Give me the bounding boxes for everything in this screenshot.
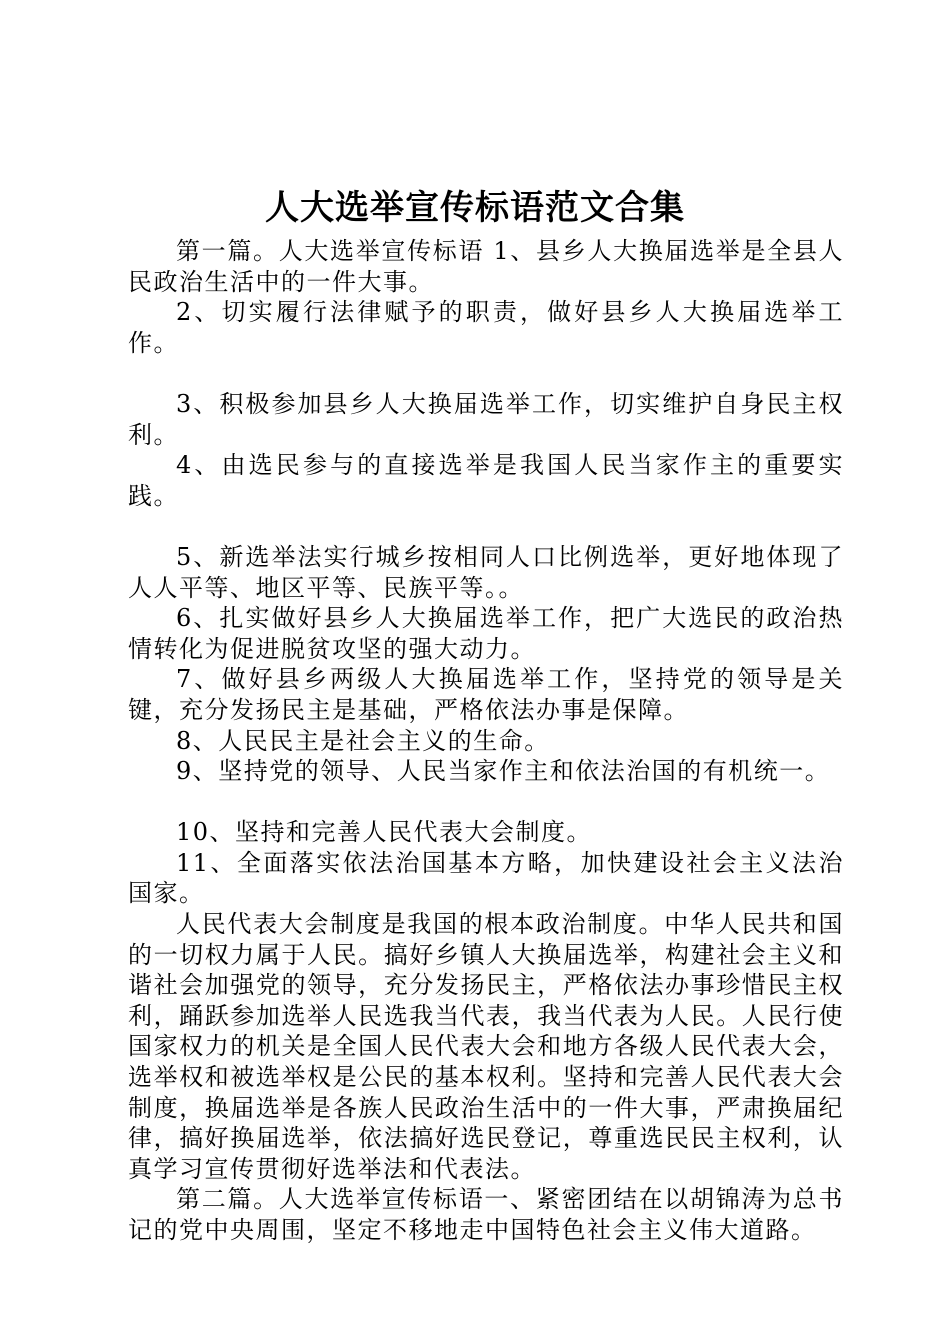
paragraph-6: 6、扎实做好县乡人大换届选举工作，把广大选民的政治热情转化为促进脱贫攻坚的强大动力。 bbox=[128, 604, 844, 663]
paragraph-4: 4、由选民参与的直接选举是我国人民当家作主的重要实践。 bbox=[128, 451, 844, 510]
paragraph-13: 第二篇。人大选举宣传标语一、紧密团结在以胡锦涛为总书记的党中央周围，坚定不移地走中国特色社会主义伟大道路。 bbox=[128, 1185, 844, 1244]
paragraph-7: 7、做好县乡两级人大换届选举工作，坚持党的领导是关键，充分发扬民主是基础，严格依法办事是保障。 bbox=[128, 665, 844, 724]
paragraph-10: 10、坚持和完善人民代表大会制度。 bbox=[176, 818, 593, 847]
paragraph-3: 3、积极参加县乡人大换届选举工作，切实维护自身民主权利。 bbox=[128, 389, 844, 449]
paragraph-2: 2、切实履行法律赋予的职责，做好县乡人大换届选举工作。 bbox=[128, 298, 844, 357]
paragraph-5: 5、新选举法实行城乡按相同人口比例选举，更好地体现了人人平等、地区平等、民族平等。。 bbox=[128, 542, 844, 602]
paragraph-8: 8、人民民主是社会主义的生命。 bbox=[176, 726, 550, 755]
paragraph-1: 第一篇。人大选举宣传标语 1、县乡人大换届选举是全县人民政治生活中的一件大事。 bbox=[128, 237, 844, 296]
paragraph-12: 人民代表大会制度是我国的根本政治制度。中华人民共和国的一切权力属于人民。搞好乡镇人大换届选举，构建社会主义和谐社会加强党的领导，充分发扬民主，严格依法办事珍惜民主权利，踊跃参加选举人民选我当代表，我当代表为人民。人民行使国家权力的机关是全国人民代表大会和地方各级人民代表大会，选举权和被选举权是公民的基本权利。坚持和完善人民代表大会制度，换届选举是各族人民政治生活中的一件大事，严肃换届纪律，搞好换届选举，依法搞好选民登记，尊重选民民主权利，认真学习宣传贯彻好选举法和代表法。 bbox=[128, 910, 844, 1183]
paragraph-11: 11、全面落实依法治国基本方略，加快建设社会主义法治国家。 bbox=[128, 848, 844, 908]
document-title: 人大选举宣传标语范文合集 bbox=[265, 188, 685, 228]
document-body bbox=[128, 236, 844, 1246]
paragraph-9: 9、坚持党的领导、人民当家作主和依法治国的有机统一。 bbox=[176, 757, 831, 786]
